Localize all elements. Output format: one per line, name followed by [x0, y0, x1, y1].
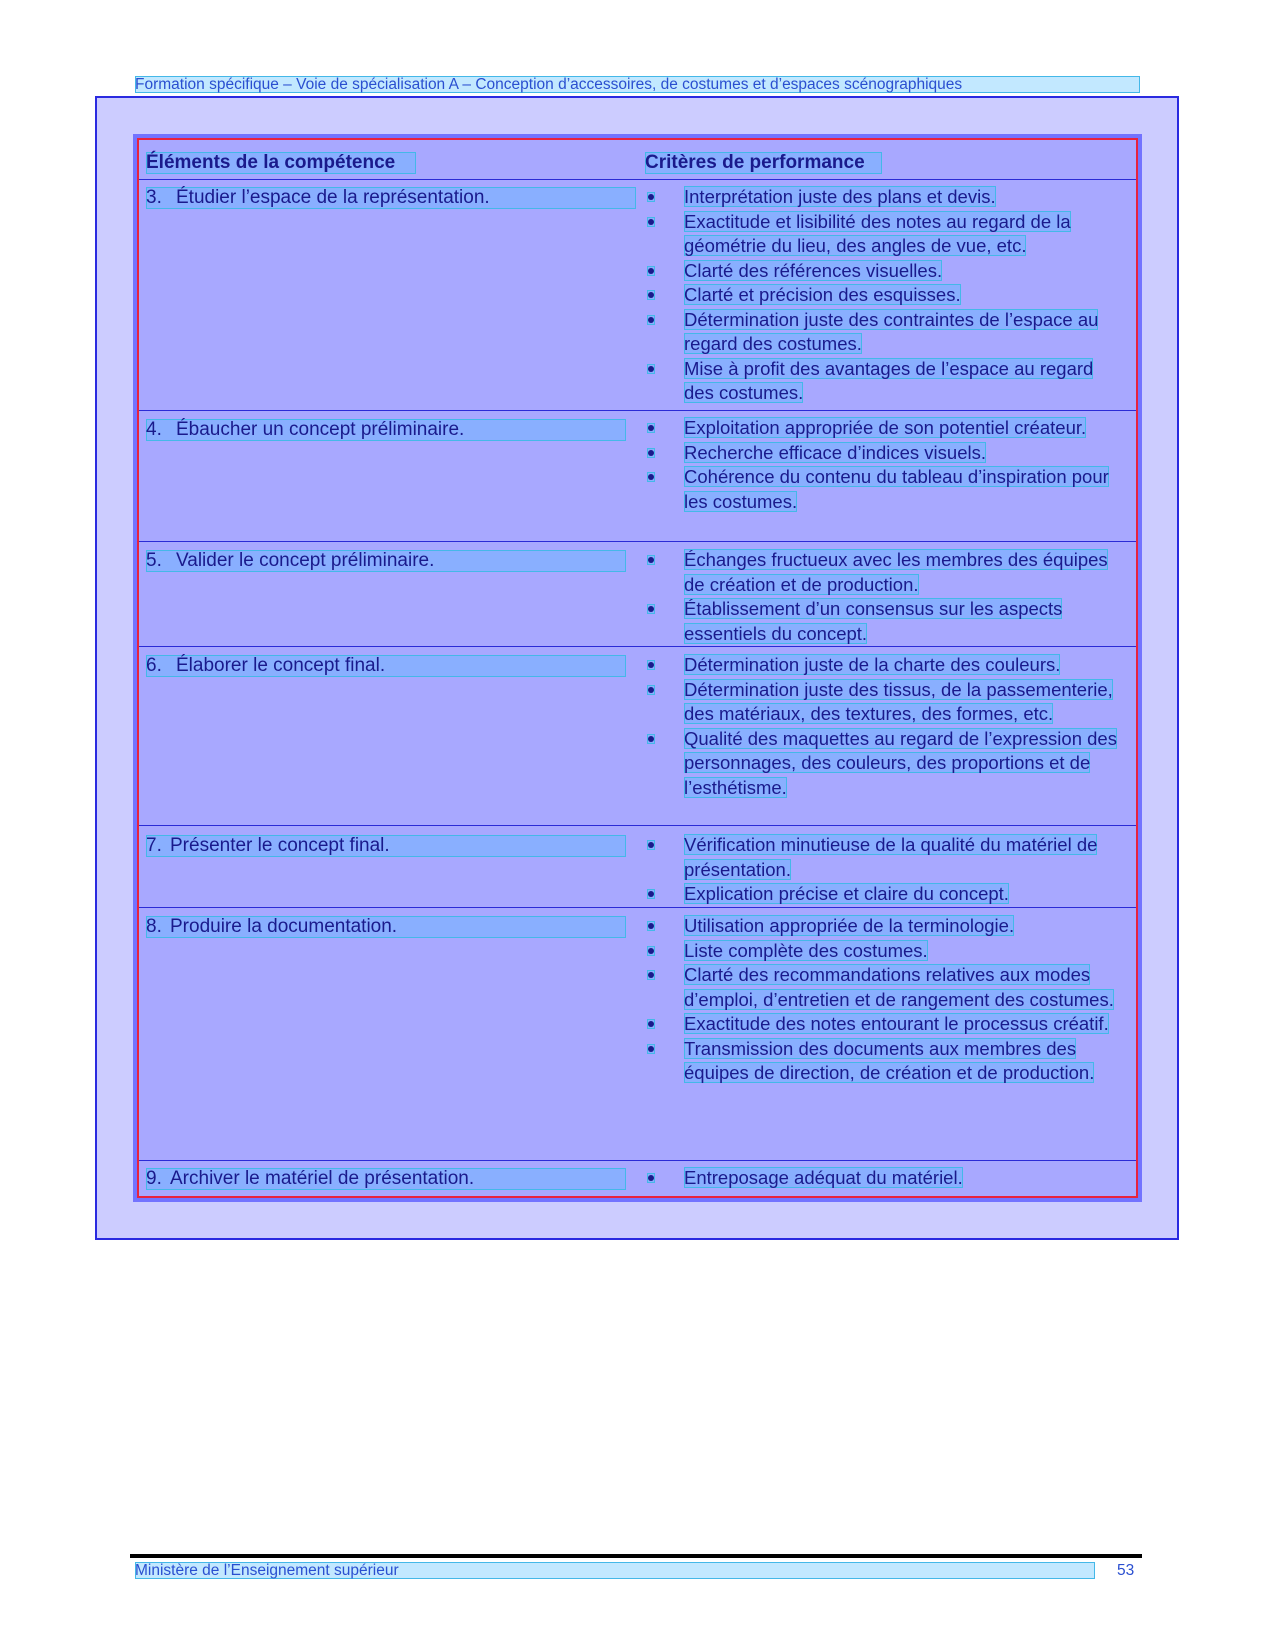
criterion-text: Exploitation appropriée de son potentiel créateur. [684, 417, 1087, 438]
criterion-text: Utilisation appropriée de la terminologie. [684, 915, 1015, 936]
element-label: Présenter le concept final. [170, 835, 390, 856]
criterion-text: Interprétation juste des plans et devis. [684, 186, 996, 207]
criterion-text: Échanges fructueux avec les membres des équipes de création et de production. [684, 549, 1108, 595]
element-number: 7. [146, 835, 162, 856]
element-label: Ébaucher un concept préliminaire. [176, 419, 465, 440]
criterion-item [647, 283, 1127, 308]
criterion-text: Détermination juste des tissus, de la passementerie, des matériaux, des textures, des formes, etc. [684, 678, 1113, 724]
criterion-item [647, 441, 1127, 466]
criteria-list [647, 833, 1127, 907]
criterion-item [647, 963, 1127, 1012]
element-cell [146, 419, 626, 441]
criterion-text: Mise à profit des avantages de l’espace au regard des costumes. [684, 357, 1094, 403]
bullet-icon [647, 448, 655, 458]
bullet-icon [647, 889, 655, 899]
element-number: 8. [146, 916, 162, 937]
criterion-text: Entreposage adéquat du matériel. [684, 1167, 963, 1188]
bullet-icon [647, 1044, 655, 1054]
table-row [139, 908, 1136, 1161]
criterion-item [647, 833, 1127, 882]
bullet-icon [647, 921, 655, 931]
bullet-icon [647, 423, 655, 433]
bullet-icon [647, 840, 655, 850]
criterion-item [647, 210, 1127, 259]
criterion-item [647, 597, 1127, 646]
bullet-icon [647, 217, 655, 227]
element-number: 5. [146, 550, 162, 571]
footer-ministry: Ministère de l’Enseignement supérieur [135, 1562, 1095, 1579]
criterion-text: Recherche efficace d’indices visuels. [684, 441, 986, 463]
criterion-text: Exactitude des notes entourant le processus créatif. [684, 1013, 1109, 1034]
page-number: 53 [1117, 1562, 1135, 1579]
table-header-row [139, 140, 1136, 180]
criterion-text: Cohérence du contenu du tableau d’inspiration pour les costumes. [684, 466, 1109, 512]
element-label: Élaborer le concept final. [176, 655, 386, 676]
criterion-text: Détermination juste des contraintes de l’espace au regard des costumes. [684, 308, 1099, 354]
element-label: Valider le concept préliminaire. [176, 550, 435, 571]
criterion-text: Transmission des documents aux membres des équipes de direction, de création et de production. [684, 1037, 1095, 1083]
criterion-item [647, 465, 1127, 514]
criterion-item [647, 939, 1127, 964]
criterion-text: Liste complète des costumes. [684, 939, 928, 961]
criterion-text: Qualité des maquettes au regard de l’expression des personnages, des couleurs, des proportions et de l’esthétisme. [684, 727, 1117, 798]
criterion-item [647, 678, 1127, 727]
criteria-list [647, 1166, 1127, 1191]
bullet-icon [647, 266, 655, 276]
bullet-icon [647, 364, 655, 374]
criterion-item [647, 1037, 1127, 1086]
element-number: 3. [146, 187, 162, 208]
element-label: Archiver le matériel de présentation. [170, 1168, 475, 1189]
bullet-icon [647, 734, 655, 744]
criterion-item [647, 882, 1127, 907]
element-label: Produire la documentation. [170, 916, 398, 937]
criterion-text: Établissement d’un consensus sur les aspects essentiels du concept. [684, 598, 1063, 644]
criterion-text: Exactitude et lisibilité des notes au regard de la géométrie du lieu, des angles de vue, etc. [684, 210, 1071, 256]
criterion-item [647, 308, 1127, 357]
column-header-criteria: Critères de performance [645, 152, 882, 174]
element-cell [146, 655, 626, 677]
bullet-icon [647, 970, 655, 980]
bullet-icon [647, 555, 655, 565]
element-cell [146, 550, 626, 572]
bullet-icon [647, 1173, 655, 1183]
criterion-item [647, 259, 1127, 284]
criterion-text: Clarté des recommandations relatives aux modes d’emploi, d’entretien et de rangement des costumes. [684, 964, 1114, 1010]
bullet-icon [647, 685, 655, 695]
criterion-text: Détermination juste de la charte des couleurs. [684, 654, 1061, 675]
criterion-text: Explication précise et claire du concept. [684, 883, 1009, 904]
criterion-text: Clarté des références visuelles. [684, 259, 943, 281]
criterion-text: Clarté et précision des esquisses. [684, 284, 961, 305]
criterion-text: Vérification minutieuse de la qualité du matériel de présentation. [684, 834, 1098, 880]
bullet-icon [647, 946, 655, 956]
element-cell [146, 1168, 626, 1190]
criterion-item [647, 727, 1127, 801]
element-cell [146, 187, 636, 209]
element-label: Étudier l’espace de la représentation. [176, 187, 490, 208]
running-header: Formation spécifique – Voie de spécialisation A – Conception d’accessoires, de costumes et d’espaces scénographiques [135, 76, 1140, 93]
criterion-item [647, 357, 1127, 406]
column-header-elements: Éléments de la compétence [146, 152, 416, 174]
element-number: 9. [146, 1168, 162, 1189]
element-cell [146, 835, 626, 857]
criteria-list [647, 914, 1127, 1086]
element-cell [146, 916, 626, 938]
criteria-list [647, 653, 1127, 800]
bullet-icon [647, 192, 655, 202]
criteria-list [647, 548, 1127, 646]
criterion-item [647, 914, 1127, 939]
criterion-item [647, 1012, 1127, 1037]
criteria-list [647, 185, 1127, 406]
bullet-icon [647, 604, 655, 614]
criteria-list [647, 416, 1127, 514]
criterion-item [647, 185, 1127, 210]
criterion-item [647, 416, 1127, 441]
bullet-icon [647, 1019, 655, 1029]
table-row [139, 180, 1136, 411]
bullet-icon [647, 290, 655, 300]
table-row [139, 647, 1136, 826]
bullet-icon [647, 315, 655, 325]
criterion-item [647, 653, 1127, 678]
table-row [139, 826, 1136, 908]
bullet-icon [647, 472, 655, 482]
table-row [139, 1161, 1136, 1196]
criterion-item [647, 548, 1127, 597]
element-number: 6. [146, 655, 162, 676]
criterion-item [647, 1166, 1127, 1191]
footer-rule [130, 1554, 1142, 1558]
table-row [139, 411, 1136, 542]
element-number: 4. [146, 419, 162, 440]
bullet-icon [647, 660, 655, 670]
table-row [139, 542, 1136, 647]
